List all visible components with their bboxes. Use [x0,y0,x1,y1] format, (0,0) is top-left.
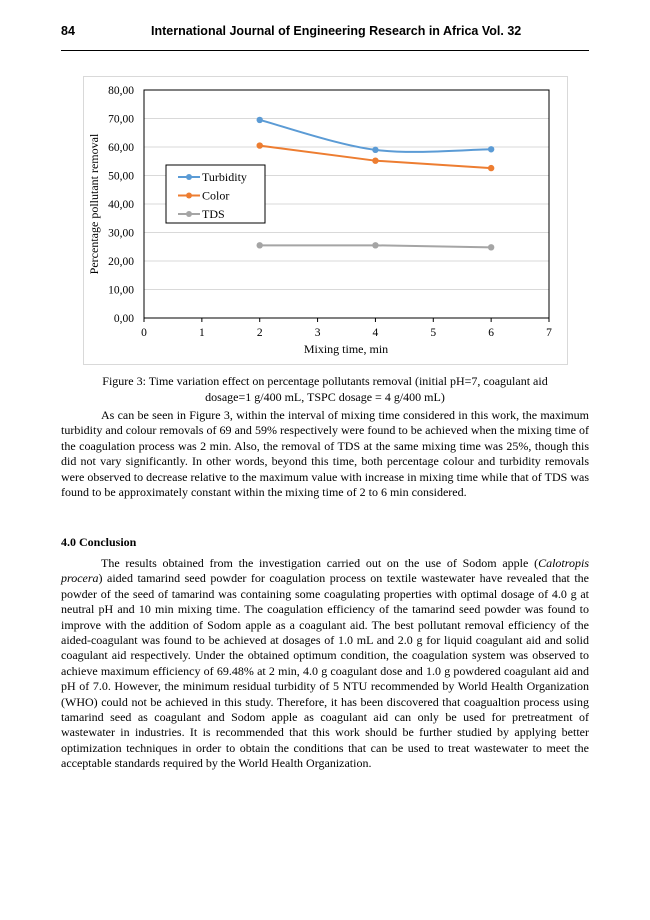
journal-title: International Journal of Engineering Research in Africa Vol. 32 [151,24,522,38]
legend [166,165,265,223]
figure-3-chart [83,76,568,365]
x-tick-label: 1 [198,327,205,339]
data-point-color [372,157,378,163]
section-heading: 4.0 Conclusion [61,535,137,549]
caption-line-2: dosage=1 g/400 mL, TSPC dosage = 4 g/400 mL) [205,390,445,404]
x-tick-label: 7 [546,327,552,339]
y-tick-labels [108,85,134,325]
legend-label-color: Color [202,188,230,203]
data-point-color [257,142,263,148]
x-tick-label: 6 [488,327,495,339]
header-rule [61,50,589,51]
conclusion-text-1: The results obtained from the investigation carried out on the use of Sodom apple ( [101,556,539,570]
species-name: Calotropis procera [61,556,589,586]
data-point-color [488,165,494,171]
data-series [257,117,495,251]
data-point-turbidity [488,146,494,152]
data-point-turbidity [257,117,263,123]
x-axis-label: Mixing time, min [303,342,389,356]
legend-label-tds: TDS [202,207,225,221]
legend-marker-turbidity [186,174,192,180]
data-point-tds [488,244,494,250]
data-point-tds [372,242,378,248]
data-point-tds [257,242,263,248]
legend-label-turbidity: Turbidity [202,170,247,184]
x-tick-label: 5 [430,327,437,339]
page-number: 84 [61,24,75,38]
y-tick-label: 80,00 [108,85,134,97]
y-tick-label: 30,00 [108,227,134,240]
y-tick-label: 10,00 [108,284,134,297]
figure-caption [61,373,589,405]
conclusion-text-2: ) aided tamarind seed powder for coagulation process on textile wastewater have revealed that the powder of the seed of tamarind was containing some coagulating properties with optimal dosage of 4.0 g at neutral pH and 10 min mixing time. The coagulation efficiency of the tamarind seed powder was found to improve with the addition of Sodom apple as a coagulant aid. The best pollutant removal efficiency of the aided-coagulant was found to be achieved at dosages of 1.0 mL and 2.0 g for liquid coagulant aid and solid coagulant aid respectively. Under the obtained optimum condition, the coagulation system was observed to achieve maximum efficiency of 69.48% at 2 min, 4.0 g coagulant dose and 1.0 g powdered coagulant aid and pH of 7.0. However, the minimum residual turbidity of 5 NTU recommended by World Health Organization (WHO) could not be achieved in this study. Therefore, it has been discovered that coagualtion process using tamarind seed as coagulant and Sodom apple as coagulant aid can only be used for pretreatment of wastewater in industries. It is recommended that this work should be further studied by applying better optimization techniques in order to obtain the conditions that can be used to treat wastewater to meet the acceptable standards required by the World Health Organization. [61,571,589,771]
caption-line-1: Figure 3: Time variation effect on percentage pollutants removal (initial pH=7, coagulant aid [102,374,548,388]
y-tick-label: 40,00 [108,199,134,211]
conclusion-paragraph [61,556,589,772]
x-tick-labels [141,327,552,339]
data-point-turbidity [372,147,378,153]
y-tick-label: 0,00 [113,313,134,325]
y-tick-label: 70,00 [108,113,134,126]
legend-marker-color [186,193,192,199]
line-chart [84,77,569,366]
x-tick-label: 2 [256,327,263,339]
x-tick-label: 4 [372,327,379,339]
y-tick-label: 50,00 [108,170,134,183]
y-axis-label: Percentage pollutant removal [87,133,101,275]
x-tick-label: 0 [141,327,147,339]
legend-marker-tds [186,211,192,217]
results-paragraph-text: As can be seen in Figure 3, within the interval of mixing time considered in this work, the maximum turbidity and colour removals of 69 and 59% respectively were found to be achieved when the mixing time of the coagulation process was 2 min. Also, the removal of TDS at the same mixing time was 25%, though this did not vary significantly. In other words, beyond this time, both percentage colour and turbidity removals were observed to decrease relative to the maximum value with increase in mixing time while that of TDS was found to be approximately constant within the mixing time of 2 to 6 min considered. [61,408,589,500]
running-header [61,24,589,42]
y-tick-label: 60,00 [108,142,134,154]
y-tick-label: 20,00 [108,256,134,268]
results-paragraph [61,408,589,500]
x-tick-label: 3 [314,327,321,339]
